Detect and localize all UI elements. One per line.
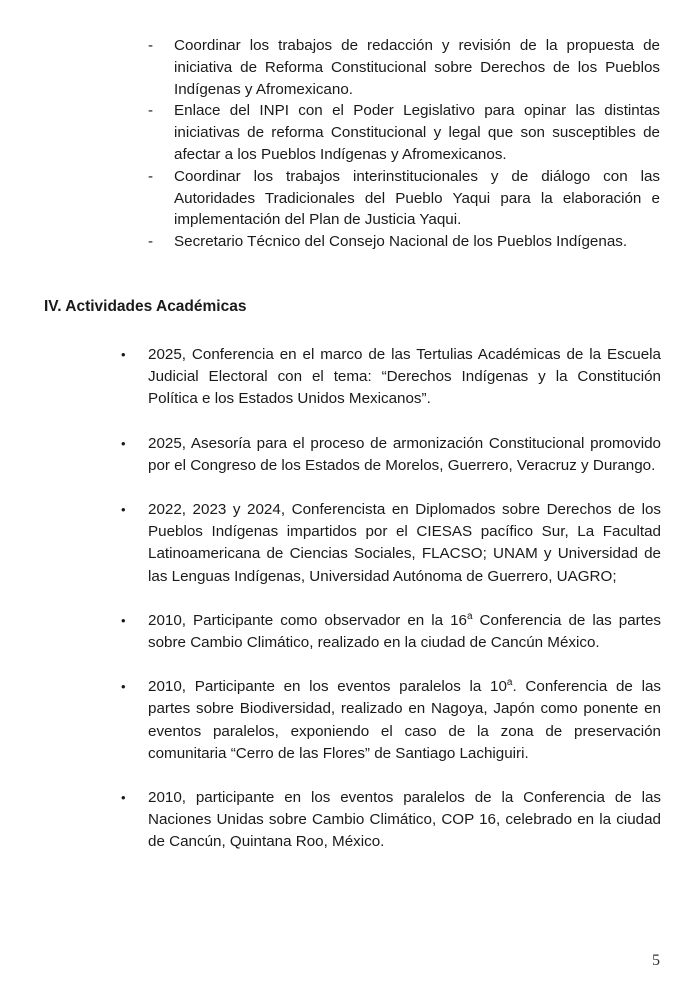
list-item — [148, 100, 660, 165]
bullet-marker: • — [121, 347, 126, 362]
list-item-text: 2025, Asesoría para el proceso de armonización Constitucional promovido por el Congreso de los Estados de Morelos, Guerrero, Veracruz y Durango. — [148, 434, 661, 474]
bullet-marker: • — [121, 790, 126, 806]
list-item-text: Enlace del INPI con el Poder Legislativo para opinar las distintas iniciativas de reforma Constitucional y legal que son susceptibles de afectar a los Pueblos Indígenas y Afromexicanos. — [174, 102, 660, 163]
dash-marker: - — [148, 102, 154, 120]
list-item — [148, 166, 660, 231]
page-number: 5 — [652, 952, 660, 969]
responsibilities-list — [148, 35, 660, 253]
bullet-marker: • — [121, 679, 126, 695]
list-item-text: 2010, participante en los eventos paralelos de la Conferencia de las Naciones Unidas sobre Cambio Climático, COP 16, celebrado en la ciudad de Cancún, Quintana Roo, México. — [148, 789, 661, 851]
list-item — [121, 676, 661, 765]
list-item-text: Coordinar los trabajos interinstitucionales y de diálogo con las Autoridades Tradicionales del Pueblo Yaqui para la elaboración e implementación del Plan de Justicia Yaqui. — [174, 167, 660, 229]
list-item-text: 2022, 2023 y 2024, Conferencista en Diplomados sobre Derechos de los Pueblos Indígenas impartidos por el CIESAS pacífico Sur, La Facultad Latinoamericana de Ciencias Sociales, FLACSO; UNAM y Universidad de las Lenguas Indígenas, Universidad Autónoma de Guerrero, UAGRO; — [148, 501, 661, 585]
superscript-ordinal: a — [466, 610, 473, 622]
dash-marker: - — [148, 37, 154, 54]
bullet-marker: • — [121, 502, 126, 518]
dash-marker: - — [148, 233, 154, 251]
list-item-text: Secretario Técnico del Consejo Nacional de los Pueblos Indígenas. — [174, 233, 628, 251]
list-item-text: Coordinar los trabajos de redacción y revisión de la propuesta de iniciativa de Reforma Constitucional sobre Derechos de los Pueblos Indígenas y Afromexicano. — [174, 37, 660, 98]
section-heading: IV. Actividades Académicas — [44, 298, 247, 315]
list-item — [121, 499, 661, 588]
text-before: 2010, Participante como observador en la 16 — [148, 611, 467, 629]
text-after: . Conferencia de las partes sobre Biodiversidad, realizado en Nagoya, Japón como ponente en eventos paralelos, exponiendo el caso de la zona de preservación comunitaria “Cerro de las Flores” de Santiago Lachiguiri. — [148, 678, 661, 762]
list-item — [121, 787, 661, 854]
list-item — [121, 344, 661, 411]
academic-activities-list — [121, 344, 661, 876]
list-item-text: 2025, Conferencia en el marco de las Tertulias Académicas de la Escuela Judicial Electoral con el tema: “Derechos Indígenas y la Constitución Política e los Estados Unidos Mexicanos”. — [148, 346, 661, 408]
superscript-ordinal: a — [506, 677, 513, 689]
bullet-marker: • — [121, 435, 126, 451]
list-item — [148, 35, 660, 100]
dash-marker: - — [148, 167, 154, 185]
list-item-text — [148, 678, 661, 762]
list-item-text — [148, 612, 661, 651]
text-before: 2010, Participante en los eventos paralelos la 10 — [148, 678, 507, 696]
text-after: Conferencia de las partes sobre Cambio Climático, realizado en la ciudad de Cancún México. — [148, 611, 661, 652]
list-item — [121, 610, 661, 654]
bullet-marker: • — [121, 612, 126, 628]
list-item — [148, 231, 660, 253]
list-item — [121, 433, 661, 477]
